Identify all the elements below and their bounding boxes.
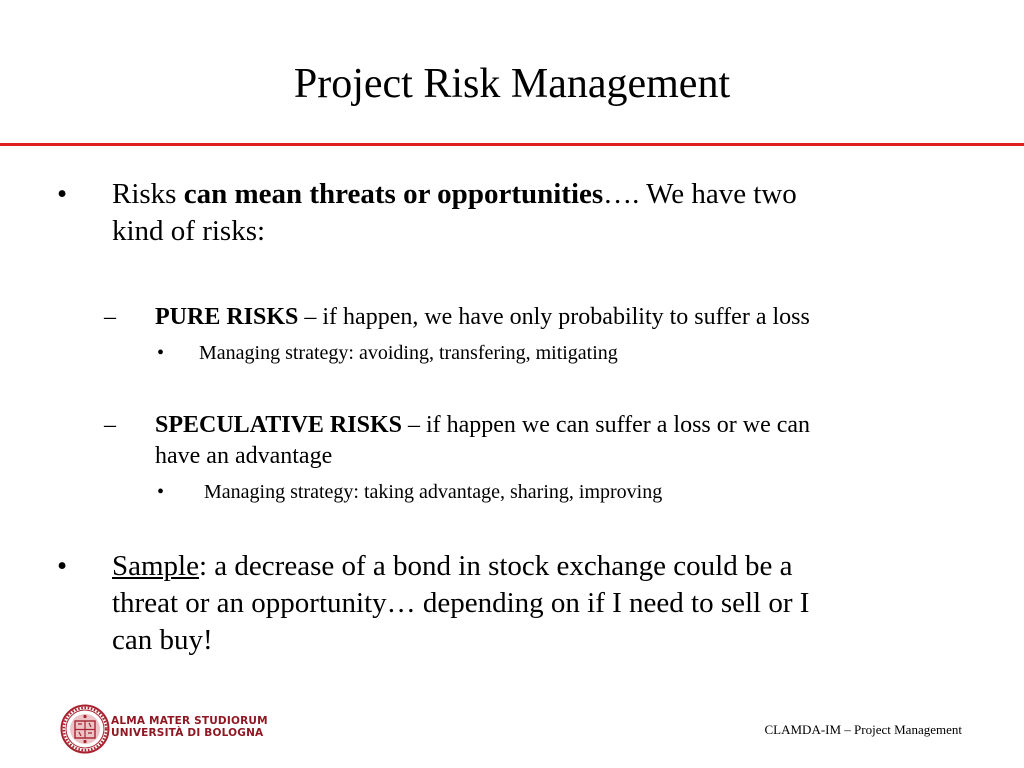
sample-label: Sample [112,550,199,582]
speculative-risks-label: SPECULATIVE RISKS [155,412,402,438]
bullet-risks-bold: can mean threats or opportunities [183,178,604,210]
dash-marker: – [104,304,116,330]
footer-caption: CLAMDA-IM – Project Management [764,722,962,737]
sub-bullet-marker: • [157,481,165,503]
pure-risks-desc: – if happen, we have only probability to suffer a loss [298,304,810,330]
pure-risks-line [155,302,810,333]
sample-line3: can buy! [112,624,213,656]
speculative-risks-line2: have an advantage [155,443,333,469]
bullet-marker: • [57,550,68,582]
bullet-risks-line1 [112,176,797,213]
sub-bullet-marker: • [157,342,165,364]
speculative-risks-strategy: Managing strategy: taking advantage, sharing, improving [199,481,663,503]
logo-line-2: UNIVERSITÀ DI BOLOGNA [111,727,264,739]
dash-marker: – [104,412,116,438]
bullet-marker: • [57,178,68,210]
pure-risks-label: PURE RISKS [155,304,299,330]
bullet-risks-line2: kind of risks: [112,215,266,247]
sample-line1-rest: : a decrease of a bond in stock exchange could be a [199,550,793,582]
university-logo-text [111,715,268,739]
bullet-risks-post: …. We have two [603,178,797,210]
pure-risks-strategy: Managing strategy: avoiding, transfering, mitigating [199,342,618,364]
speculative-risks-desc: – if happen we can suffer a loss or we can [401,412,811,438]
university-seal-icon [60,704,110,754]
logo-line-1: ALMA MATER STUDIORUM [111,715,268,727]
title-divider [0,143,1024,146]
sample-line2: threat or an opportunity… depending on if I need to sell or I [112,587,810,619]
speculative-risks-line1 [155,410,810,441]
bullet-risks-pre: Risks [112,178,184,210]
slide-title: Project Risk Management [293,61,731,107]
sample-line1 [112,548,792,585]
